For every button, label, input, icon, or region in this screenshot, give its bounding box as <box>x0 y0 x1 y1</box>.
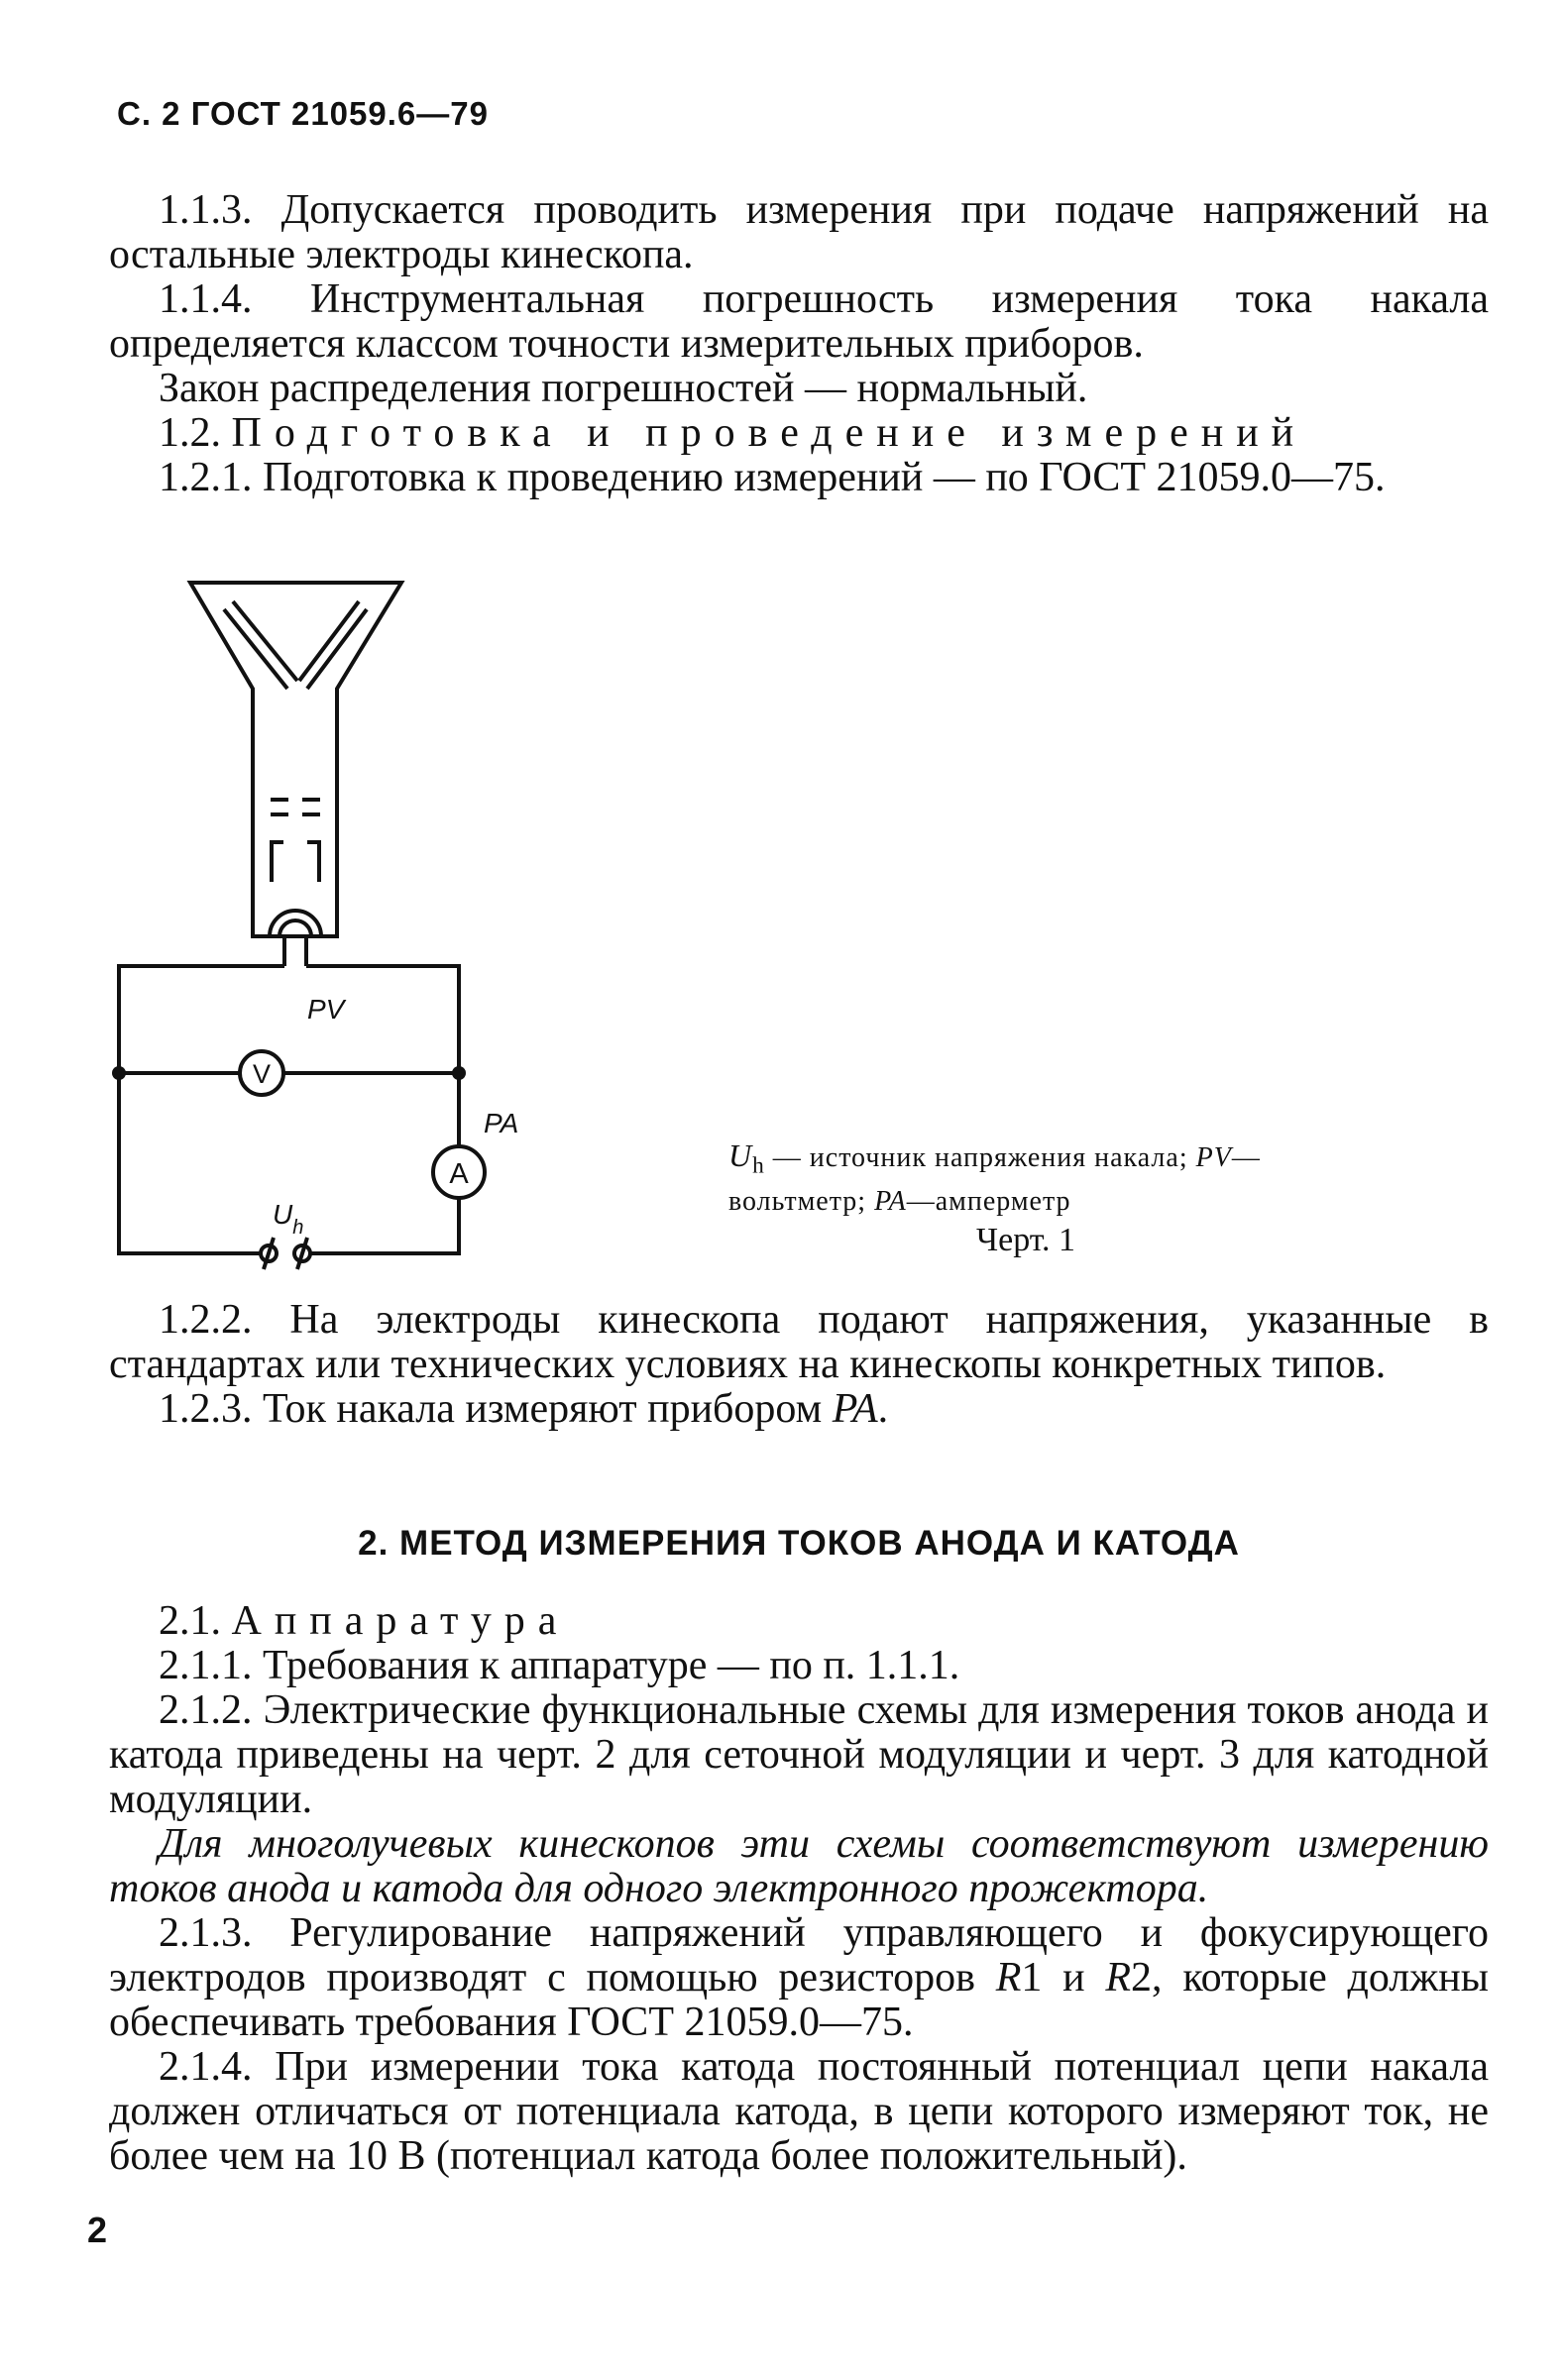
text-block-1 <box>109 188 1489 500</box>
paragraph-multibeam: Для многолучевых кинескопов эти схемы соответствуют измерению токов анода и катода для одного электронного прожектора. <box>109 1821 1489 1911</box>
paragraph-2-1-4: 2.1.4. При измерении тока катода постоянный потенциал цепи накала должен отличаться от потенциала катода, в цепи которого измеряют ток, не более чем на 10 В (потенциал катода более положительный). <box>109 2044 1489 2179</box>
caption-text-3: —амперметр <box>906 1185 1071 1217</box>
caption-u-symbol: U <box>728 1137 753 1173</box>
section-1-2-title: Подготовка и проведение измерений <box>231 410 1307 456</box>
paragraph-error-law: Закон распределения погрешностей — нормальный. <box>159 366 1088 411</box>
paragraph-2-1-3-and: и <box>1042 1955 1106 2001</box>
source-terminals <box>261 1238 310 1269</box>
section-2-1-title: Аппаратура <box>231 1598 570 1644</box>
section-2-title: 2. МЕТОД ИЗМЕРЕНИЯ ТОКОВ АНОДА И КАТОДА <box>358 1524 1240 1563</box>
figure-caption <box>728 1137 1402 1220</box>
paragraph-2-1-3-text-a: 2.1.3. Регулирование напряжений управляющего и фокусирующего электродов производят с помощью резисторов <box>109 1910 1489 2001</box>
caption-pv-symbol: PV <box>1195 1142 1232 1173</box>
caption-text-2: — вольтметр; <box>728 1142 1261 1217</box>
paragraph-1-1-4: 1.1.4. Инструментальная погрешность измерения тока накала определяется классом точности измерительных приборов. <box>109 276 1489 367</box>
header-standard: ГОСТ 21059.6—79 <box>190 95 489 132</box>
paragraph-2-1-heading <box>109 1599 1489 1644</box>
paragraph-1-2-2: 1.2.2. На электроды кинескопа подают напряжения, указанные в стандартах или технических условиях на кинескопы конкретных типов. <box>109 1297 1489 1387</box>
paragraph-1-1-3: 1.1.3. Допускается проводить измерения при подаче напряжений на остальные электроды кинескопа. <box>109 187 1489 277</box>
paragraph-1-2-heading <box>109 411 1489 456</box>
section-1-2-number: 1.2. <box>159 410 221 456</box>
voltmeter-label: PV <box>307 994 345 1025</box>
caption-pa-symbol: PA <box>874 1185 907 1217</box>
header-page-ref: С. 2 <box>117 95 181 132</box>
page-header <box>117 95 489 133</box>
junction-dot-right <box>452 1066 466 1080</box>
text-block-3 <box>109 1599 1489 2179</box>
paragraph-1-2-1: 1.2.1. Подготовка к проведению измерений — по ГОСТ 21059.0—75. <box>159 455 1386 500</box>
ammeter-label: PA <box>484 1108 519 1138</box>
caption-h-subscript: h <box>752 1152 765 1179</box>
circuit-diagram-figure-1 <box>99 570 555 1283</box>
ammeter-letter: A <box>449 1158 469 1190</box>
paragraph-1-2-3 <box>109 1387 1489 1432</box>
resistor-r2-symbol: R <box>1105 1955 1132 2001</box>
section-2-1-number: 2.1. <box>159 1598 221 1644</box>
kinescope-tube <box>190 583 401 966</box>
pa-symbol: PA <box>832 1386 878 1432</box>
caption-text-1: — источник напряжения накала; <box>764 1142 1196 1173</box>
paragraph-2-1-3-text-b: , которые должны обеспечивать требования ГОСТ 21059.0—75. <box>109 1955 1489 2045</box>
voltmeter-letter: V <box>252 1059 272 1089</box>
resistor-r2-number: 2 <box>1131 1955 1153 2001</box>
page-number: 2 <box>87 2210 108 2250</box>
resistor-r1-number: 1 <box>1021 1955 1043 2001</box>
paragraph-2-1-1: 2.1.1. Требования к аппаратуре — по п. 1.1.1. <box>159 1643 960 1688</box>
text-block-2 <box>109 1298 1489 1432</box>
source-label: $U_h$ <box>273 1199 304 1239</box>
paragraph-1-2-3-text: 1.2.3. Ток накала измеряют прибором <box>159 1386 833 1432</box>
paragraph-2-1-2: 2.1.2. Электрические функциональные схемы для измерения токов анода и катода приведены на черт. 2 для сеточной модуляции и черт. 3 для катодной модуляции. <box>109 1687 1489 1822</box>
resistor-r1-symbol: R <box>995 1955 1022 2001</box>
paragraph-2-1-3 <box>109 1911 1489 2045</box>
paragraph-1-2-3-end: . <box>877 1386 889 1432</box>
figure-title: Черт. 1 <box>976 1222 1076 1258</box>
junction-dot-left <box>112 1066 126 1080</box>
